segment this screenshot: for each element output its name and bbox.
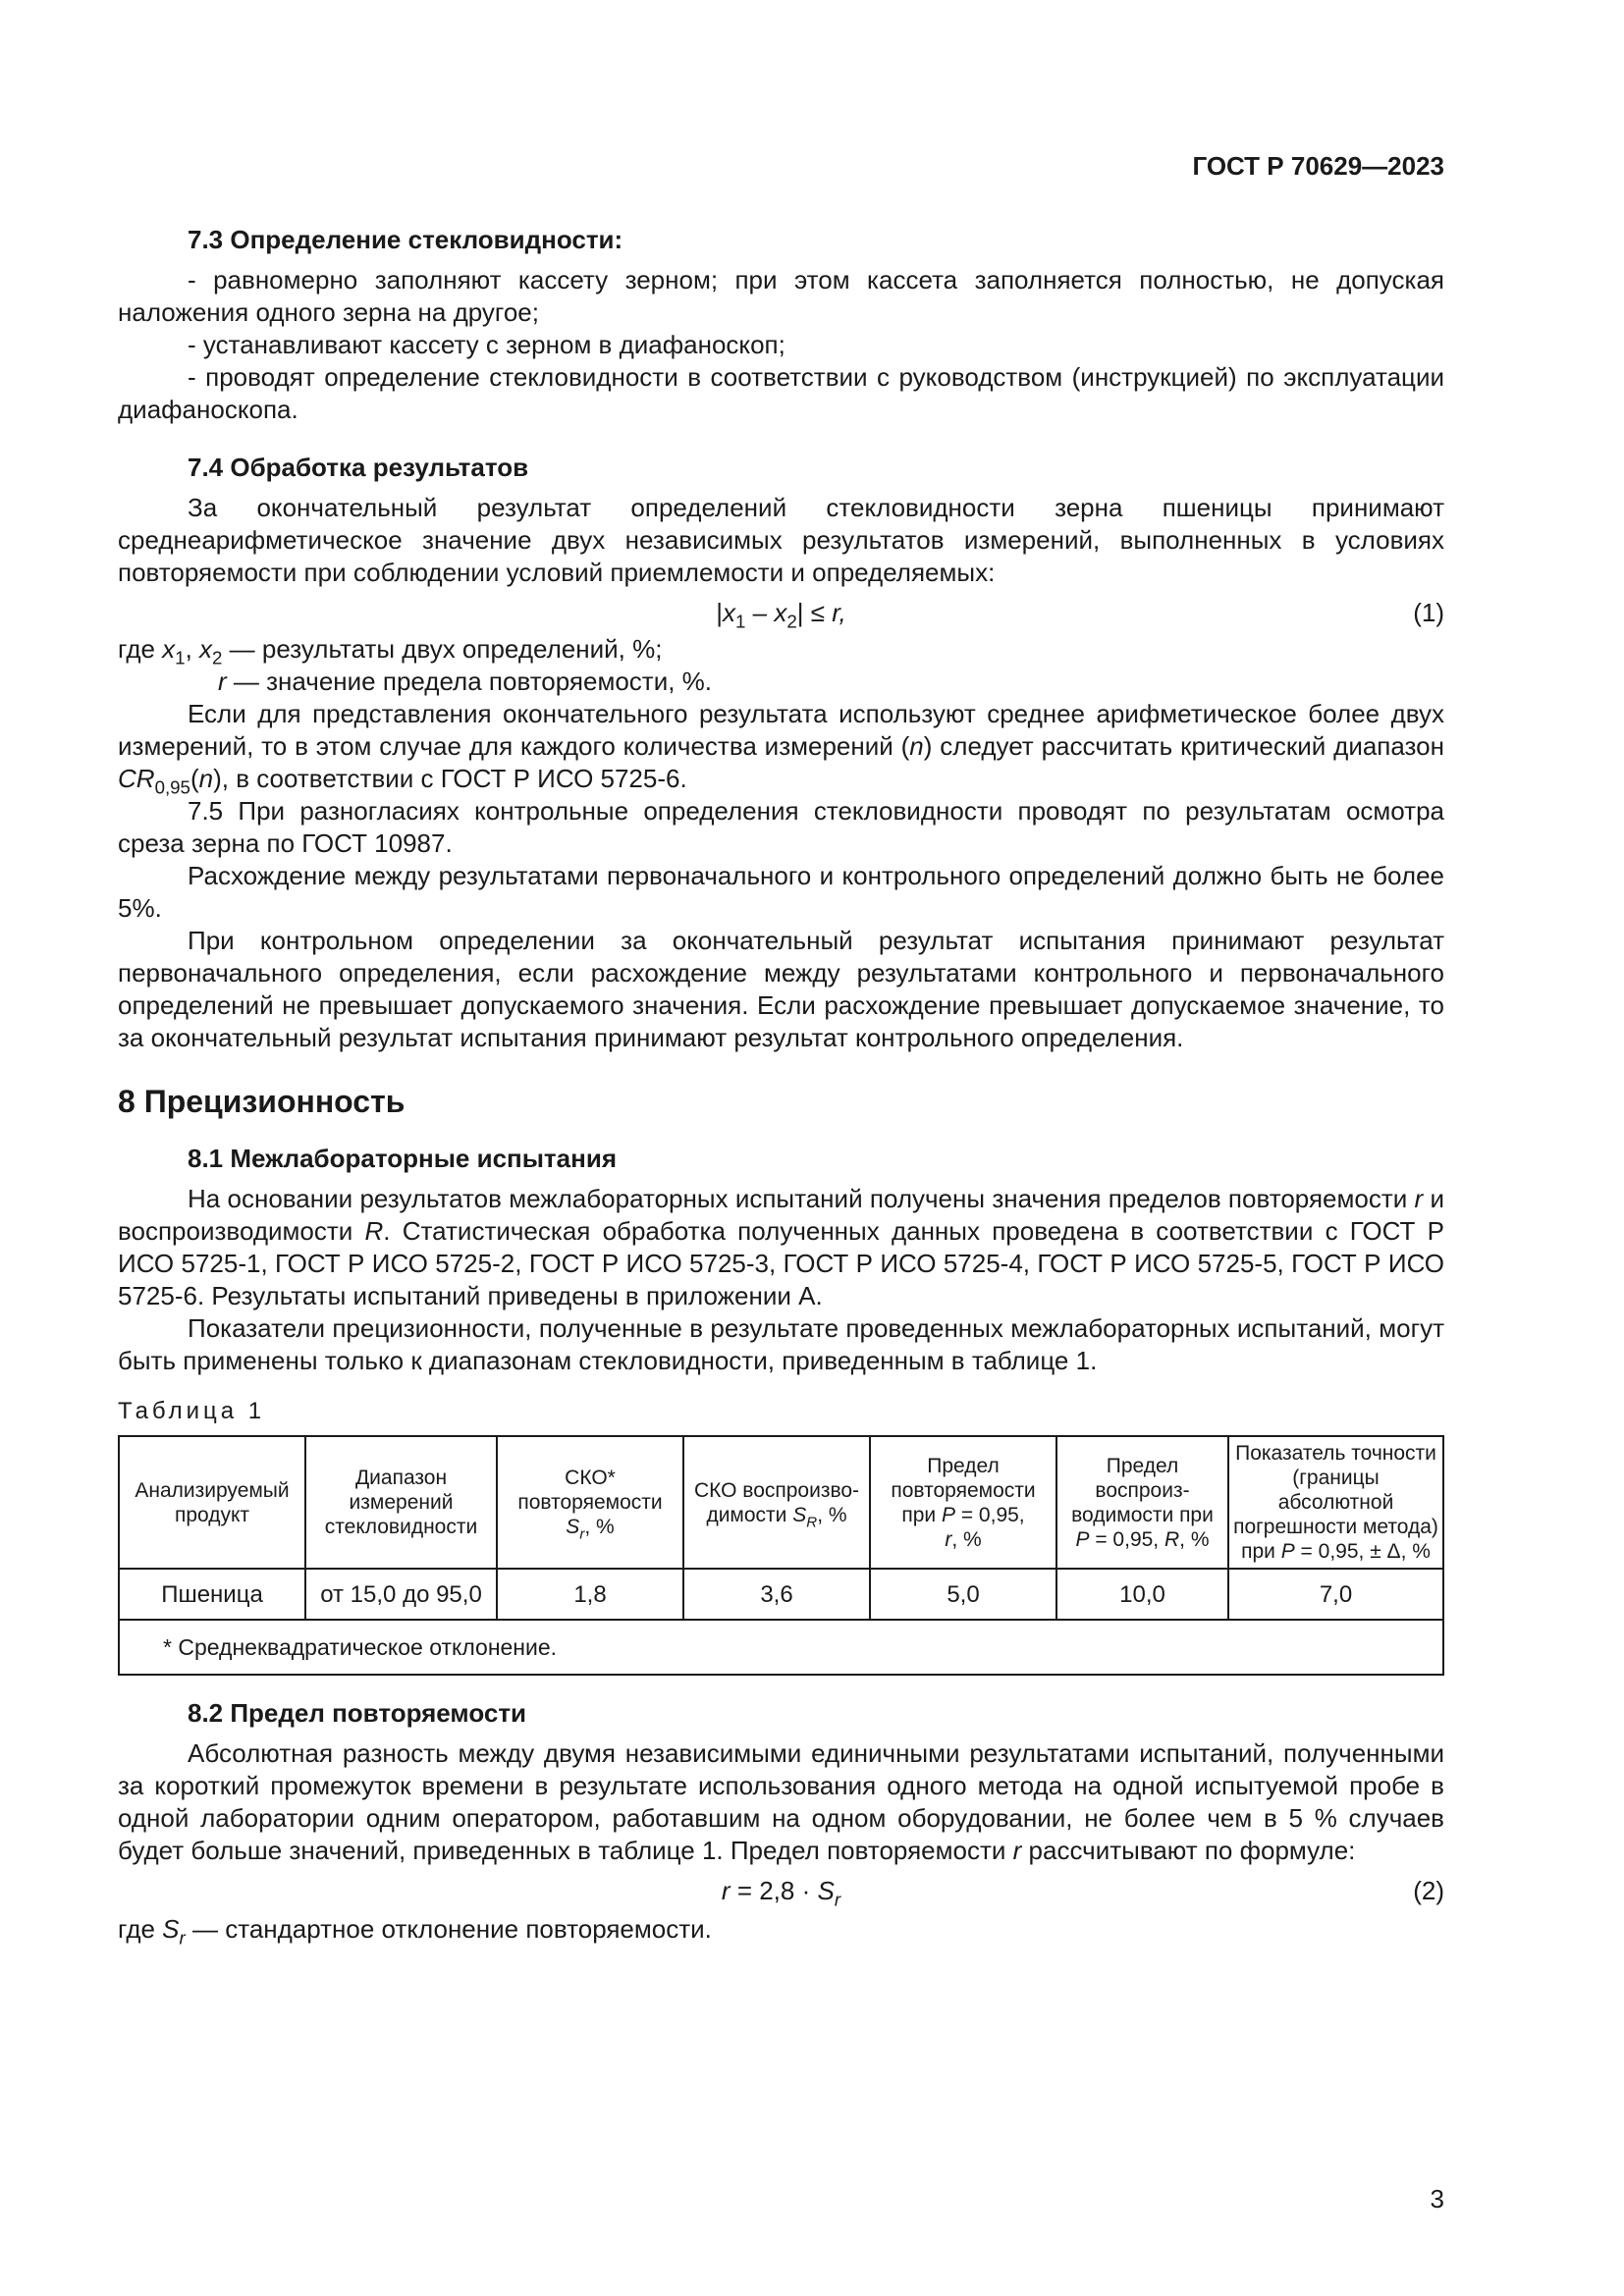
s74-paragraph-2: Если для представления окончательного результата используют среднее арифметическое более двух измерений, то в этом случае для каждого количества измерений (n) следует рассчитать критический диапазон $CR_{0,95}(n)$, в соответствии с ГОСТ Р ИСО 5725-6. (118, 699, 1444, 798)
col-header-sko-r: СКО* повторяемости $S_r$, % (497, 1436, 683, 1569)
cell-sko-r: 1,8 (497, 1569, 683, 1620)
col-header-limit-r: Предел повторяемости при P = 0,95, r, % (870, 1436, 1056, 1569)
cell-range: от 15,0 до 95,0 (305, 1569, 497, 1620)
formula-2-legend: где $S_r$ — стандартное отклонение повторяемости. (118, 1914, 712, 1949)
cell-limit-R: 10,0 (1056, 1569, 1228, 1620)
col-header-limit-R: Предел воспроиз-водимости при P = 0,95, R, % (1056, 1436, 1228, 1569)
s73-item3: - проводят определение стекловидности в соответствии с руководством (инструкцией) по эксплуатации диафаноскопа. (118, 362, 1444, 424)
col-header-range: Диапазон измерений стекловидности (305, 1436, 497, 1569)
formula-2: $r = 2,8 \cdot S_r$ (2) (721, 1876, 1444, 1910)
section-7-4-title: 7.4 Обработка результатов (188, 453, 529, 482)
cell-sko-R: 3,6 (683, 1569, 870, 1620)
s74-paragraph-1: За окончательный результат определений стекловидности зерна пшеницы принимают среднеарифметическое значение двух независимых результатов измерений, выполненных в условиях повторяемости при соблюдении условий приемлемости и определяемых: (118, 493, 1444, 587)
formula-1-number: (1) (1413, 598, 1444, 627)
table-row (119, 1569, 1443, 1620)
cell-accuracy: 7,0 (1228, 1569, 1443, 1620)
formula-2-number: (2) (1413, 1876, 1444, 1905)
formula-1-legend-1: где $x_1$, $x_2$ — результаты двух определений, %; (118, 634, 663, 668)
section-8-title: 8 Прецизионность (118, 1084, 406, 1119)
s82-paragraph-1: Абсолютная разность между двумя независимыми единичными результатами испытаний, полученными за короткий промежуток времени в результате использования одного метода на одной испытуемой пробе в одной лаборатории одним оператором, работавшим на одном оборудовании, не более чем в 5 % случаев будет больше значений, приведенных в таблице 1. Предел повторяемости r рассчитывают по формуле: (118, 1738, 1444, 1865)
precision-table (118, 1435, 1444, 1676)
section-8-2-title: 8.2 Предел повторяемости (188, 1698, 527, 1728)
s75-paragraph-2: Расхождение между результатами первоначального и контрольного определений должно быть не более 5%. (118, 861, 1444, 923)
table-caption: Таблица 1 (118, 1398, 266, 1424)
formula-1-legend-2: r — значение предела повторяемости, %. (218, 667, 713, 696)
formula-1: $|x_1 - x_2| \le r$, (1) (716, 598, 1444, 632)
s81-paragraph-2: Показатели прецизионности, полученные в результате проведенных межлабораторных испытаний, могут быть применены только к диапазонам стекловидности, приведенным в таблице 1. (118, 1313, 1444, 1375)
table-header-row (119, 1436, 1443, 1569)
cell-product: Пшеница (119, 1569, 305, 1620)
s73-item1: - равномерно заполняют кассету зерном; при этом кассета заполняется полностью, не допуская наложения одного зерна на другое; (118, 265, 1444, 327)
page-number: 3 (1430, 2184, 1444, 2214)
table-footnote: * Среднеквадратическое отклонение. (119, 1620, 1443, 1675)
s81-paragraph-1: На основании результатов межлабораторных испытаний получены значения пределов повторяемости r и воспроизводимости R. Статистическая обработка полученных данных проведена в соответствии с ГОСТ Р ИСО 5725-1, ГОСТ Р ИСО 5725-2, ГОСТ Р ИСО 5725-3, ГОСТ Р ИСО 5725-4, ГОСТ Р ИСО 5725-5, ГОСТ Р ИСО 5725-6. Результаты испытаний приведены в приложении А. (118, 1184, 1444, 1310)
s73-item2: - устанавливают кассету с зерном в диафаноскоп; (188, 330, 785, 359)
col-header-sko-R: СКО воспроизво-димости $S_R$, % (683, 1436, 870, 1569)
s75-paragraph-1: 7.5 При разногласиях контрольные определения стекловидности проводят по результатам осмотра среза зерна по ГОСТ 10987. (118, 796, 1444, 858)
section-7-3-title: 7.3 Определение стекловидности: (188, 225, 623, 254)
page-content (118, 224, 1444, 1949)
table-note-row (119, 1620, 1443, 1675)
s75-paragraph-3: При контрольном определении за окончательный результат испытания принимают результат первоначального определения, если расхождение между результатами контрольного и первоначального определений не превышает допускаемого значения. Если расхождение превышает допускаемое значение, то за окончательный результат испытания принимают результат контрольного определения. (118, 926, 1444, 1052)
section-8-1-title: 8.1 Межлабораторные испытания (188, 1144, 617, 1173)
cell-limit-r: 5,0 (870, 1569, 1056, 1620)
document-header: ГОСТ Р 70629—2023 (1192, 151, 1444, 181)
col-header-product: Анализируемый продукт (119, 1436, 305, 1569)
col-header-accuracy: Показатель точности (границы абсолютной погрешности метода) при P = 0,95, ± Δ, % (1228, 1436, 1443, 1569)
